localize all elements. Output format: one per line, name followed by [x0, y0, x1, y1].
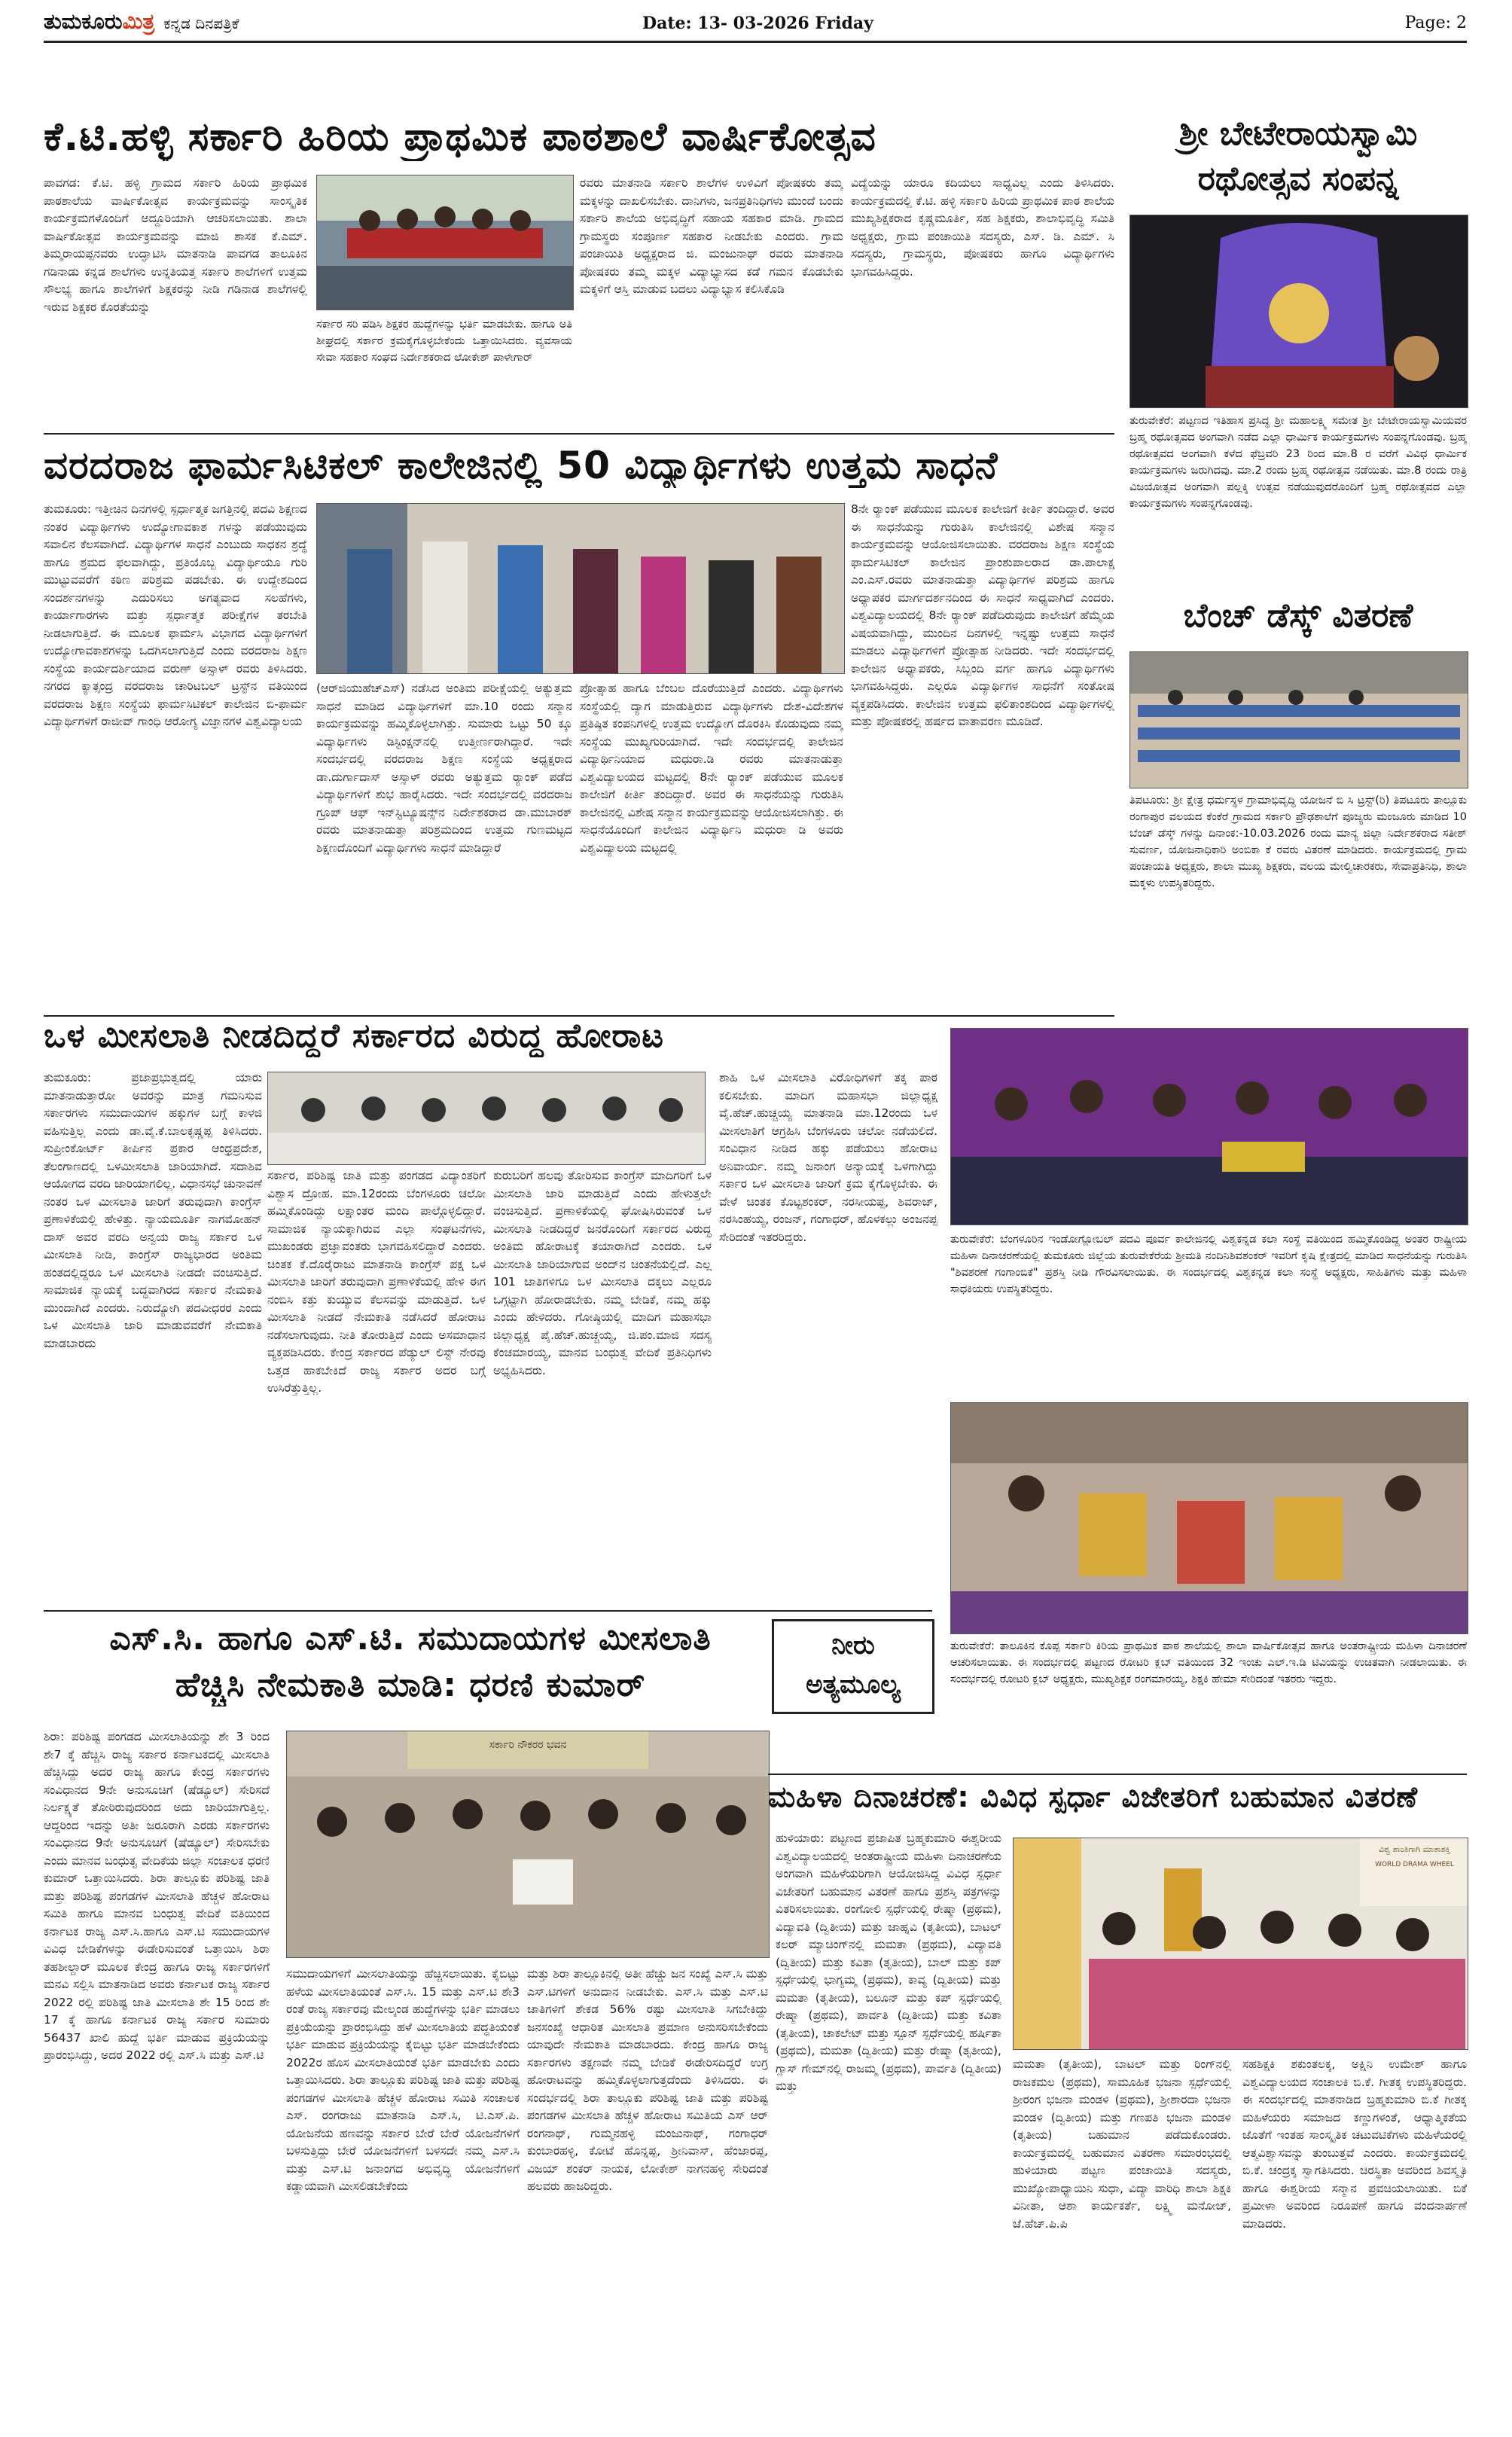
story2-photo	[316, 503, 845, 674]
story4-photo	[286, 1731, 770, 1958]
side2-title: ಬೆಂಚ್ ಡೆಸ್ಕ್ ವಿತರಣೆ	[1183, 596, 1413, 635]
story1-column-1: ಪಾವಗಡ: ಕೆ.ಟಿ. ಹಳ್ಳಿ ಗ್ರಾಮದ ಸರ್ಕಾರಿ ಹಿರಿಯ ಪ್ರಾಥಮಿಕ ಪಾಠಶಾಲೆಯ ವಾರ್ಷಿಕೋತ್ಸವ ಕಾರ್ಯಕ್ರಮವನ್ನು ಸಾಂಸ್ಕೃತಿಕ ಕಾರ್ಯಕ್ರಮಗಳೊಂದಿಗೆ ಅದ್ದೂರಿಯಾಗಿ ಆಚರಿಸಲಾಯಿತು. ಶಾಲಾ ವಾರ್ಷಿಕೋತ್ಸವ ಕಾರ್ಯಕ್ರಮವನ್ನು ಮಾಜಿ ಶಾಸಕ ಕೆ.ಎಮ್. ತಿಮ್ಮರಾಯಪ್ಪನವರು ಉದ್ಘಾಟಿಸಿ ಮಾತನಾಡಿ ಪಾವಗಡ ತಾಲೂಕಿನ ಗಡಿನಾಡು ಕನ್ನಡ ಶಾಲೆಗಳು ಉನ್ನತಿಯತ್ತ ಸರ್ಕಾರಿ ಶಾಲೆಗಳಿಗೆ ಉತ್ತಮ ಸೌಲಭ್ಯ ಹಾಗೂ ಶಾಲೆಗಳಿಗೆ ಶಿಕ್ಷಕರನ್ನು ನೀಡಿ ಗಡಿನಾಡ ಶಾಲೆಗಳಲ್ಲಿ ಇರುವ ಶಿಕ್ಷಕರ ಕೊರತೆಯನ್ನು	[44, 176, 307, 314]
story4-headline-line2: ಹೆಚ್ಚಿಸಿ ನೇಮಕಾತಿ ಮಾಡಿ: ಧರಣಿ ಕುಮಾರ್	[175, 1666, 646, 1704]
side1-caption: ತುರುವೇಕೆರೆ: ಪಟ್ಟಣದ ಇತಿಹಾಸ ಪ್ರಸಿದ್ಧ ಶ್ರೀ ಮಹಾಲಕ್ಷ್ಮಿ ಸಮೇತ ಶ್ರೀ ಬೇಟೇರಾಯಸ್ವಾಮಿಯವರ ಬ್ರಹ್ಮ ರಥೋತ್ಸವದ ಅಂಗವಾಗಿ ನಡೆದ ಎಲ್ಲಾ ಧಾರ್ಮಿಕ ಕಾರ್ಯಕ್ರಮಗಳು ಸಂಪನ್ನಗೊಂಡವು. ಬ್ರಹ್ಮ ರಥೋತ್ಸವದ ಅಂಗವಾಗಿ ಕಳೆದ ಫೆಬ್ರವರಿ 23 ರಿಂದ ಮಾ.8 ರ ವರೆಗೆ ವಿವಿಧ ಧಾರ್ಮಿಕ ಕಾರ್ಯಕ್ರಮಗಳು ಜರುಗಿದವು. ಮಾ.2 ರಂದು ಬ್ರಹ್ಮ ರಥೋತ್ಸವ ನಡೆಯಿತು. ಮಾ.8 ರಂದು ರಾತ್ರಿ ವಿಜಯೋತ್ಸವ ಅಂಗವಾಗಿ ಪಲ್ಲಕ್ಕಿ ಉತ್ಸವ ನಡೆಯುವುದರೊಂದಿಗೆ ಬ್ರಹ್ಮ ರಥೋತ್ಸವದ ಎಲ್ಲಾ ಕಾರ್ಯಕ್ರಮಗಳು ಸಂಪನ್ನಗೊಂಡವು.	[1129, 415, 1467, 510]
divider	[44, 433, 1114, 435]
story3-headline: ಒಳ ಮೀಸಲಾತಿ ನೀಡದಿದ್ದರೆ ಸರ್ಕಾರದ ವಿರುದ್ಧ ಹೋರಾಟ	[44, 1017, 664, 1055]
story1-column-4: ವಿದ್ಯೆಯನ್ನು ಯಾರೂ ಕದಿಯಲು ಸಾಧ್ಯವಿಲ್ಲ ಎಂದು ತಿಳಿಸಿದರು. ಕಾರ್ಯಕ್ರಮದಲ್ಲಿ ಕೆ.ಟಿ. ಹಳ್ಳಿ ಸರ್ಕಾರಿ ಹಿರಿಯ ಪ್ರಾಥಮಿಕ ಪಾಠ ಶಾಲೆಯ ಮುಖ್ಯಶಿಕ್ಷಕರಾದ ಕೃಷ್ಣಮೂರ್ತಿ, ಸಹ ಶಿಕ್ಷಕರು, ಶಾಲಾಭಿವೃದ್ಧಿ ಸಮಿತಿ ಅಧ್ಯಕ್ಷರು, ಗ್ರಾಮ ಪಂಚಾಯಿತಿ ಸದಸ್ಯರು, ಎಸ್. ಡಿ. ಎಮ್. ಸಿ ಸದಸ್ಯರು, ಗ್ರಾಮಸ್ಥರು, ಪೋಷಕರು ಹಾಗೂ ವಿದ್ಯಾರ್ಥಿಗಳು ಭಾಗವಹಿಸಿದ್ದರು.	[851, 176, 1114, 279]
story3-column-2: ಸರ್ಕಾರ, ಪರಿಶಿಷ್ಟ ಜಾತಿ ಮತ್ತು ಪಂಗಡದ ವಿದ್ಯಾಂತರಿಗೆ ವಿಶ್ವಾಸ ದ್ರೋಹ. ಮಾ.12ರಂದು ಬೆಂಗಳೂರು ಚಲೋ ಹಮ್ಮಿಕೊಂಡಿದ್ದು ಲಕ್ಷಾಂತರ ಮಂದಿ ಪಾಲ್ಗೊಳ್ಳಲಿದ್ದಾರೆ. ಸಾಮಾಜಿಕ ನ್ಯಾಯಕ್ಕಾಗಿರುವ ಎಲ್ಲಾ ಸಂಘಟನೆಗಳು, ಮುಖಂಡರು ಪ್ರಜ್ಞಾವಂತರು ಭಾಗವಹಿಸಲಿದ್ದಾರೆ ಎಂದರು. ಚಿಂತಕ ಕೆ.ದೊರೈರಾಜು ಮಾತನಾಡಿ ಕಾಂಗ್ರೆಸ್ ಪಕ್ಷ ಒಳ ಮೀಸಲಾತಿ ಜಾರಿಗೆ ತರುವುದಾಗಿ ಪ್ರಣಾಳಿಕೆಯಲ್ಲಿ ಹೇಳಿ ಈಗ ನಂಬಿಸಿ ಕತ್ತು ಕುಯ್ಯುವ ಕೆಲಸವನ್ನು ಮಾಡುತ್ತಿದೆ. ಒಳ ಮೀಸಲಾತಿ ನೀಡದೆ ನೇಮಕಾತಿ ನಡೆಸಿದರೆ ಹೋರಾಟ ನಡೆಸಲಾಗುವುದು. ನೀತಿ ತೋರುತ್ತಿದೆ ಎಂದು ಅಸಮಾಧಾನ ವ್ಯಕ್ತಪಡಿಸಿದರು. ಕೇಂದ್ರ ಸರ್ಕಾರದ ಪೆಡ್ಯುಲ್ ಲಿಸ್ಟ್ ನೇರವು ಒತ್ತಡ ಹಾಕಬೇಕಿದೆ ರಾಜ್ಯ ಸರ್ಕಾರ ಅದರ ಬಗ್ಗೆ ಉಸಿರೆತ್ತುತ್ತಿಲ್ಲ.	[267, 1169, 486, 1395]
slogan-line-1: ನೀರು	[831, 1630, 875, 1661]
divider	[44, 1610, 932, 1612]
story2-column-1: ತುಮಕೂರು: ಇತ್ತೀಚಿನ ದಿನಗಳಲ್ಲಿ ಸ್ಪರ್ಧಾತ್ಮಕ ಜಗತ್ತಿನಲ್ಲಿ ಪದವಿ ಶಿಕ್ಷಣದ ನಂತರ ವಿದ್ಯಾರ್ಥಿಗಳು ಉದ್ಯೋಗಾವಕಾಶ ಗಳನ್ನು ಪಡೆಯುವುದು ಸವಾಲಿನ ಕೆಲಸವಾಗಿದೆ. ವಿದ್ಯಾರ್ಥಿಗಳ ಸಾಧನೆ ಎಂಬುದು ಸಾಧಕನ ಶ್ರದ್ಧೆ ಹಾಗೂ ಶ್ರಮದ ಫಲವಾಗಿದ್ದು, ಪ್ರತಿಯೊಬ್ಬ ವಿದ್ಯಾರ್ಥಿಯೂ ಗುರಿ ಮುಟ್ಟುವವರೆಗೆ ಕಠಿಣ ಪರಿಶ್ರಮ ಪಡಬೇಕು. ಈ ಉದ್ದೇಶದಿಂದ ಸಂದರ್ಶನಗಳನ್ನು ಎದುರಿಸಲು ಅಗತ್ಯವಾದ ಸಲಹೆಗಳು, ಕಾರ್ಯಾಗಾರಗಳು ಮತ್ತು ಸ್ಪರ್ಧಾತ್ಮಕ ಪರೀಕ್ಷೆಗಳ ತರಬೇತಿ ನೀಡಲಾಗುತ್ತಿದೆ. ಈ ಮೂಲಕ ಫಾರ್ಮಸಿ ವಿಭಾಗದ ವಿದ್ಯಾರ್ಥಿಗಳಿಗೆ ಉದ್ಯೋಗಾವಕಾಶಗಳನ್ನು ಒದಗಿಸಲಾಗುತ್ತಿದೆ ಎಂದು ವರದರಾಜ ಶಿಕ್ಷಣ ಸಂಸ್ಥೆಯ ಕಾರ್ಯದರ್ಶಿಯಾದ ವರುಣ್ ಅಸ್ಸಾಳ್ ರವರು ತಿಳಿಸಿದರು. ನಗರದ ಕ್ಯಾತ್ಸಂದ್ರ ವರದರಾಜ ಚಾರಿಟಬಲ್ ಟ್ರಸ್ಟ್‌ನ ವತಿಯಿಂದ ವರದರಾಜ ಶಿಕ್ಷಣ ಸಂಸ್ಥೆಯ ಫಾರ್ಮಸಿಟಿಕಲ್ ಕಾಲೇಜಿನ ಬಿ-ಫಾರ್ಮ ವಿದ್ಯಾರ್ಥಿಗಳಿಗೆ ರಾಜೀವ್ ಗಾಂಧಿ ಆರೋಗ್ಯ ವಿಜ್ಞಾನಗಳ ವಿಶ್ವವಿದ್ಯಾಲಯ	[44, 502, 307, 728]
issue-date: Date: 13- 03-2026 Friday	[642, 14, 873, 33]
story3-photo	[267, 1072, 706, 1165]
side3-photo-1	[950, 1028, 1468, 1225]
story5-photo-banner-2: WORLD DRAMA WHEEL	[1375, 1861, 1454, 1868]
story5-column-2: ಮಮತಾ (ತೃತೀಯ), ಬಾಟಲ್ ಮತ್ತು ರಿಂಗ್‌ನಲ್ಲಿ ರಾಜಕಮಲ (ಪ್ರಥಮ), ಸಾಮೂಹಿಕ ಭಜನಾ ಸ್ಪರ್ಧೆಯಲ್ಲಿ ಶ್ರೀರಂಗ ಭಜನಾ ಮಂಡಳಿ (ಪ್ರಥಮ), ಶ್ರೀಶಾರದಾ ಭಜನಾ ಮಂಡಳಿ (ದ್ವಿತೀಯ) ಮತ್ತು ಗಣಪತಿ ಭಜನಾ ಮಂಡಳಿ (ತೃತೀಯ) ಬಹುಮಾನ ಪಡೆದುಕೊಂಡರು. ಕಾರ್ಯಕ್ರಮದಲ್ಲಿ ಬಹುಮಾನ ವಿತರಣಾ ಸಮಾರಂಭದಲ್ಲಿ ಹುಳಿಯಾರು ಪಟ್ಟಣ ಪಂಚಾಯಿತಿ ಸದಸ್ಯರು, ಮುಖ್ಯೋಪಾಧ್ಯಾಯಿನಿ ಸುಧಾ, ವಿದ್ಯಾ ವಾರಿಧಿ ಶಾಲಾ ಶಿಕ್ಷಕಿ ವಿನೀತಾ, ಆಶಾ ಕಾರ್ಯಕರ್ತೆ, ಲಕ್ಷ್ಮಿ ಮನೋಜ್, ಜೆ.ಹೆಚ್.ಪಿ.ಪಿ	[1013, 2057, 1231, 2231]
side3-caption-2: ತುರುವೇಕೆರೆ: ತಾಲೂಕಿನ ಕೊಪ್ಪ ಸರ್ಕಾರಿ ಕಿರಿಯ ಪ್ರಾಥಮಿಕ ಪಾಠ ಶಾಲೆಯಲ್ಲಿ ಶಾಲಾ ವಾರ್ಷಿಕೋತ್ಸವ ಹಾಗೂ ಅಂತರಾಷ್ಟ್ರೀಯ ಮಹಿಳಾ ದಿನಾಚರಣೆ ಆಚರಿಸಲಾಯಿತು. ಈ ಸಂದರ್ಭದಲ್ಲಿ ಪಟ್ಟಣದ ರೋಟರಿ ಕ್ಲಬ್ ವತಿಯಿಂದ 32 ಇಂಚು ಎಲ್.ಇ.ಡಿ ಟಿವಿಯನ್ನು ಉಚಿತವಾಗಿ ನೀಡಲಾಯಿತು. ಈ ಸಂದರ್ಭದಲ್ಲಿ ರೋಟರಿ ಕ್ಲಬ್ ಅಧ್ಯಕ್ಷರು, ಮುಖ್ಯಶಿಕ್ಷಕ ರಂಗಮಾರಯ್ಯ, ಶಿಕ್ಷಕಿ ಹೇಮಾ ಸೇರಿದಂತೆ ಇತರರು ಇದ್ದರು.	[950, 1640, 1467, 1685]
story2-column-3: ಪ್ರೋತ್ಸಾಹ ಹಾಗೂ ಬೆಂಬಲ ದೊರೆಯುತ್ತಿದೆ ಎಂದರು. ವಿದ್ಯಾರ್ಥಿಗಳು ಸಂಸ್ಥೆಯಲ್ಲಿ ದ್ಯಾಗ ಮಾಡುತ್ತಿರುವ ವಿದ್ಯಾರ್ಥಿಗಳು ದೇಶ-ವಿದೇಶಗಳ ಪ್ರತಿಷ್ಠಿತ ಕಂಪನಿಗಳಲ್ಲಿ ಉತ್ತಮ ಉದ್ಯೋಗ ದೊರಕಿಸಿ ಕೊಡುವುದು ನಮ್ಮ ಸಂಸ್ಥೆಯ ಮುಖ್ಯಗುರಿಯಾಗಿದೆ. ಇದೇ ಸಂದರ್ಭದಲ್ಲಿ ಕಾಲೇಜಿನ ವಿದ್ಯಾರ್ಥಿನಿಯಾದ ಮಧುರಾ.ಡಿ ರವರು ಮಾತನಾಡುತ್ತಾ ವಿಶ್ವವಿದ್ಯಾಲಯದ ಮಟ್ಟದಲ್ಲಿ 8ನೇ ರ‍್ಯಾಂಕ್ ಪಡೆಯುವ ಮೂಲಕ ಕಾಲೇಜಿಗೆ ಕೀರ್ತಿ ತಂದಿದ್ದಾರೆ. ಅವರ ಈ ಸಾಧನೆಯನ್ನು ಗುರುತಿಸಿ ಕಾಲೇಜಿನಲ್ಲಿ ವಿಶೇಷ ಸನ್ಮಾನ ಕಾರ್ಯಕ್ರಮವನ್ನು ಆಯೋಜಿಸಲಾಗಿತ್ತು. ಈ ಸಾಧನೆಯೊಂದಿಗೆ ಕಾಲೇಜಿನ ವಿದ್ಯಾರ್ಥಿನಿ ಮಧುರಾ ಡಿ ಅವರು ವಿಶ್ವವಿದ್ಯಾಲಯ ಮಟ್ಟದಲ್ಲಿ	[580, 682, 843, 855]
side3-caption-1: ತುರುವೇಕೆರೆ: ಬೆಂಗಳೂರಿನ ಇಂಡೋಗ್ಲೋಬಲ್ ಪದವಿ ಪೂರ್ವ ಕಾಲೇಜಿನಲ್ಲಿ ವಿಶ್ವಕನ್ನಡ ಕಲಾ ಸಂಸ್ಥೆ ವತಿಯಿಂದ ಹಮ್ಮಿಕೊಂಡಿದ್ದ ಅಂತರ ರಾಷ್ಟ್ರೀಯ ಮಹಿಳಾ ದಿನಾಚರಣೆಯಲ್ಲಿ ತುಮಕೂರು ಜಿಲ್ಲೆಯ ತುರುವೇಕೆರೆಯ ಶ್ರೀಮತಿ ನಂದಿನಿಶಿವಶಂಕರ್ ಇವರಿಗೆ ಕೃಷಿ ಕ್ಷೇತ್ರದಲ್ಲಿ ಮಾಡಿದ ಸಾಧನೆಯನ್ನು ಗುರುತಿಸಿ "ಶಿವಶರಣೆ ಗಂಗಾಂಬಿಕೆ" ಪ್ರಶಸ್ತಿ ನೀಡಿ ಗೌರವಿಸಲಾಯಿತು. ಈ ಸಂದರ್ಭದಲ್ಲಿ ವಿಶ್ವಕನ್ನಡ ಕಲಾ ಸಂಸ್ಥೆ ಅಧ್ಯಕ್ಷರು, ಸಾಹಿತಿಗಳು ಮತ್ತು ಮಹಿಳಾ ಸಾಧಕಿಯರು ಉಪಸ್ಥಿತರಿದ್ದರು.	[950, 1234, 1467, 1295]
water-slogan-box	[772, 1619, 934, 1714]
slogan-line-2: ಅತ್ಯಮೂಲ್ಯ	[806, 1670, 901, 1700]
story1-photo-caption: ಸರ್ಕಾರ ಸರಿ ಪಡಿಸಿ ಶಿಕ್ಷಕರ ಹುದ್ದೆಗಳನ್ನು ಭರ್ತಿ ಮಾಡಬೇಕು. ಹಾಗೂ ಅತಿ ಶೀಘ್ರದಲ್ಲಿ ಸರ್ಕಾರ ಕ್ರಮಕೈಗೊಳ್ಳಬೇಕೆಂದು ಒತ್ತಾಯಿಸಿದರು. ವ್ಯವಸಾಯ ಸೇವಾ ಸಹಕಾರ ಸಂಘದ ನಿರ್ದೇಶಕರಾದ ಲೋಕೇಶ್ ಪಾಳೇಗಾರ್	[316, 319, 572, 364]
story2-column-4: 8ನೇ ರ‍್ಯಾಂಕ್ ಪಡೆಯುವ ಮೂಲಕ ಕಾಲೇಜಿಗೆ ಕೀರ್ತಿ ತಂದಿದ್ದಾರೆ. ಅವರ ಈ ಸಾಧನೆಯನ್ನು ಗುರುತಿಸಿ ಕಾಲೇಜಿನಲ್ಲಿ ವಿಶೇಷ ಸನ್ಮಾನ ಕಾರ್ಯಕ್ರಮವನ್ನು ಆಯೋಜಿಸಲಾಯಿತು. ವರದರಾಜ ಶಿಕ್ಷಣ ಸಂಸ್ಥೆಯ ಫಾರ್ಮಸಿಟಿಕಲ್ ಕಾಲೇಜಿನ ಪ್ರಾಂಶುಪಾಲರಾದ ಡಾ.ಪಾಲಾಕ್ಷ ಎಂ.ಎಸ್.ರವರು ಮಾತನಾಡುತ್ತಾ ವಿದ್ಯಾರ್ಥಿಗಳ ಪರಿಶ್ರಮ ಹಾಗೂ ಅಧ್ಯಾಪಕರ ಮಾರ್ಗದರ್ಶನದಿಂದ ಈ ಸಾಧನೆ ಸಾಧ್ಯವಾಗಿದೆ ಎಂದರು. ವಿಶ್ವವಿದ್ಯಾಲಯದಲ್ಲಿ 8ನೇ ರ‍್ಯಾಂಕ್ ಪಡೆದಿರುವುದು ಕಾಲೇಜಿಗೆ ಹೆಮ್ಮೆಯ ವಿಷಯವಾಗಿದ್ದು, ಮುಂದಿನ ದಿನಗಳಲ್ಲಿ ಇನ್ನಷ್ಟು ಉತ್ತಮ ಸಾಧನೆ ಮಾಡಲು ವಿದ್ಯಾರ್ಥಿಗಳಿಗೆ ಪ್ರೋತ್ಸಾಹ ನೀಡಿದರು. ಇದೇ ಸಂದರ್ಭದಲ್ಲಿ ಕಾಲೇಜಿನ ಅಧ್ಯಾಪಕರು, ಸಿಬ್ಬಂದಿ ವರ್ಗ ಹಾಗೂ ವಿದ್ಯಾರ್ಥಿಗಳು ಭಾಗವಹಿಸಿದ್ದರು. ಎಲ್ಲರೂ ವಿದ್ಯಾರ್ಥಿಗಳ ಸಾಧನೆಗೆ ಸಂತೋಷ ವ್ಯಕ್ತಪಡಿಸಿದರು. ಕಾಲೇಜಿನ ಉತ್ತಮ ಫಲಿತಾಂಶದಿಂದ ವಿದ್ಯಾರ್ಥಿಗಳಲ್ಲಿ ಮತ್ತು ಪೋಷಕರಲ್ಲಿ ಹರ್ಷದ ವಾತಾವರಣ ಮೂಡಿದೆ.	[851, 502, 1114, 728]
story4-photo-banner: ಸರ್ಕಾರಿ ನೌಕರರ ಭವನ	[489, 1739, 567, 1751]
story1-column-3: ರವರು ಮಾತನಾಡಿ ಸರ್ಕಾರಿ ಶಾಲೆಗಳ ಉಳಿವಿಗೆ ಪೋಷಕರು ತಮ್ಮ ಮಕ್ಕಳನ್ನು ದಾಖಲಿಸಬೇಕು. ದಾನಿಗಳು, ಜನಪ್ರತಿನಿಧಿಗಳು ಮುಂದೆ ಬಂದು ಸರ್ಕಾರಿ ಶಾಲೆಯ ಅಭಿವೃದ್ಧಿಗೆ ಸಹಾಯ ಸಹಕಾರ ಮಾಡಿ. ಗ್ರಾಮದ ಗ್ರಾಮಸ್ಥರು ಸಂಪೂರ್ಣ ಸಹಕಾರ ನೀಡಬೇಕು ಎಂದರು. ಗ್ರಾಮ ಪಂಚಾಯಿತಿ ಅಧ್ಯಕ್ಷರಾದ ಜಿ. ಮಂಜುನಾಥ್ ರವರು ಮಾತನಾಡಿ ಪೋಷಕರು ತಮ್ಮ ಮಕ್ಕಳ ವಿದ್ಯಾಭ್ಯಾಸದ ಕಡೆ ಗಮನ ಕೊಡಬೇಕು ಮಕ್ಕಳಿಗೆ ಆಸ್ತಿ ಮಾಡುವ ಬದಲು ವಿದ್ಯಾಭ್ಯಾಸ ಕಲಿಸಿಕೊಡಿ	[580, 176, 843, 296]
story5-column-1: ಹುಳಿಯಾರು: ಪಟ್ಟಣದ ಪ್ರಜಾಪಿತ ಬ್ರಹ್ಮಕುಮಾರಿ ಈಶ್ವರೀಯ ವಿಶ್ವವಿದ್ಯಾಲಯದಲ್ಲಿ ಅಂತರಾಷ್ಟ್ರೀಯ ಮಹಿಳಾ ದಿನಾಚರಣೆಯ ಅಂಗವಾಗಿ ಮಹಿಳೆಯರಿಗಾಗಿ ಆಯೋಜಿಸಿದ್ದ ವಿವಿಧ ಸ್ಪರ್ಧಾ ವಿಜೇತರಿಗೆ ಬಹುಮಾನ ವಿತರಣೆ ಹಾಗೂ ಪ್ರಶಸ್ತಿ ಪತ್ರಗಳನ್ನು ವಿತರಿಸಲಾಯಿತು. ರಂಗೋಲಿ ಸ್ಪರ್ಧೆಯಲ್ಲಿ ರೇಷ್ಮಾ (ಪ್ರಥಮ), ವಿದ್ಯಾವತಿ (ದ್ವಿತೀಯ) ಮತ್ತು ಜಾಹ್ನವಿ (ತೃತೀಯ), ಬಾಟಲ್ ಕಲರ್ ಮ್ಯಾಚಿಂಗ್‌ನಲ್ಲಿ ಮಮತಾ (ಪ್ರಥಮ), ವಿದ್ಯಾವತಿ (ದ್ವಿತೀಯ) ಮತ್ತು ಕವಿತಾ (ತೃತೀಯ), ಬಾಲ್ ಮತ್ತು ಕಪ್ ಸ್ಪರ್ಧೆಯಲ್ಲಿ ಭಾಗ್ಯಮ್ಮ (ಪ್ರಥಮ), ಕಾವ್ಯ (ದ್ವಿತೀಯ) ಮತ್ತು ಮಮತಾ (ತೃತೀಯ), ಬಲೂನ್ ಮತ್ತು ಕಪ್ ಸ್ಪರ್ಧೆಯಲ್ಲಿ ರೇಷ್ಮಾ (ಪ್ರಥಮ), ಪಾರ್ವತಿ (ದ್ವಿತೀಯ) ಮತ್ತು ಕವಿತಾ (ತೃತೀಯ), ಚಾಕಲೇಟ್ ಮತ್ತು ಸ್ಪೂನ್ ಸ್ಪರ್ಧೆಯಲ್ಲಿ ಹರ್ಷಿತಾ (ಪ್ರಥಮ), ಮಮತಾ (ದ್ವಿತೀಯ) ಮತ್ತು ರೇಷ್ಮಾ (ತೃತೀಯ), ಗ್ಲಾಸ್ ಗೇಮ್‌ನಲ್ಲಿ ರಾಜಮ್ಮ (ಪ್ರಥಮ), ಪಾರ್ವತಿ (ದ್ವಿತೀಯ) ಮತ್ತು	[776, 1832, 1001, 2093]
side3-photo-2	[950, 1402, 1468, 1634]
story4-column-1: ಶಿರಾ: ಪರಿಶಿಷ್ಟ ಪಂಗಡದ ಮೀಸಲಾತಿಯನ್ನು ಶೇ 3 ರಿಂದ ಶೇ7 ಕ್ಕೆ ಹೆಚ್ಚಿಸಿ ರಾಜ್ಯ ಸರ್ಕಾರ ಕರ್ನಾಟಕದಲ್ಲಿ ಮೀಸಲಾತಿ ಹೆಚ್ಚಿಸಿದ್ದು ಅದರ ರಾಜ್ಯ ಹಾಗೂ ಕೇಂದ್ರ ಸರ್ಕಾರಗಳು ಸಂವಿಧಾನದ 9ನೇ ಅನುಸೂಚಿಗೆ (ಷೆಡ್ಯೂಲ್) ಸೇರಿಸದೆ ನಿರ್ಲಕ್ಷ್ಯತೆ ತೋರಿರುವುದರಿಂದ ಅದು ಜಾರಿಯಾಗುತ್ತಿಲ್ಲ. ಆದ್ದರಿಂದ ಇದನ್ನು ಅತೀ ಜರೂರಾಗಿ ಎರಡು ಸರ್ಕಾರಗಳು ಸಂವಿಧಾನದ 9ನೇ ಅನುಸೂಚಿಗೆ (ಷೆಡ್ಯೂಲ್) ಸೇರಿಸಬೇಕು ಎಂದು ಮಾನವ ಬಂಧುತ್ವ ವೇದಿಕೆಯ ಜಿಲ್ಲಾ ಸಂಚಾಲಕ ಧರಣಿ ಕುಮಾರ್ ಒತ್ತಾಯಿಸಿದರು. ಶಿರಾ ತಾಲ್ಲೂಕು ಪರಿಶಿಷ್ಟ ಜಾತಿ ಮತ್ತು ಪರಿಶಿಷ್ಟ ಪಂಗಡಗಳ ಮೀಸಲಾತಿ ಹೆಚ್ಚಳ ಹೋರಾಟ ಸಮಿತಿ ಹಾಗೂ ಮಾನವ ಬಂಧುತ್ವ ವೇದಿಕೆ ವತಿಯಿಂದ ಕರ್ನಾಟಕ ರಾಜ್ಯ ಎಸ್.ಸಿ.ಹಾಗೂ ಎಸ್.ಟಿ ಸಮುದಾಯಗಳ ವಿವಿಧ ಬೇಡಿಕೆಗಳನ್ನು ಈಡೇರಿಸುವಂತೆ ಒತ್ತಾಯಿಸಿ ಶಿರಾ ತಹಶೀಲ್ದಾರ್ ಮೂಲಕ ಕೇಂದ್ರ ಹಾಗೂ ರಾಜ್ಯ ಸರ್ಕಾರಗಳಿಗೆ ಮನವಿ ಸಲ್ಲಿಸಿ ಮಾತನಾಡಿದ ಅವರು ಕರ್ನಾಟಕ ರಾಜ್ಯ ಸರ್ಕಾರ 2022 ರಲ್ಲಿ ಪರಿಶಿಷ್ಟ ಜಾತಿ ಮೀಸಲಾತಿ ಶೇ 15 ರಿಂದ ಶೇ 17 ಕ್ಕೆ ಹಾಗೂ ಕರ್ನಾಟಕ ರಾಜ್ಯ ಸರ್ಕಾರ ಸುಮಾರು 56437 ಖಾಲಿ ಹುದ್ದೆ ಭರ್ತಿ ಮಾಡುವ ಪ್ರಕ್ರಿಯೆಯನ್ನು ಪ್ರಾರಂಭಿಸಿದ್ದು, ಅದರ 2022 ರಲ್ಲಿ ಎಸ್.ಸಿ ಮತ್ತು ಎಸ್.ಟಿ	[44, 1730, 270, 2062]
side1-photo	[1129, 215, 1468, 408]
story5-photo-banner: ವಿಶ್ವ ಶಾಂತಿಗಾಗಿ ಮಾತಾಶಕ್ತಿ	[1379, 1844, 1450, 1854]
story2-column-2: (ಆರ್‌ಜಿಯುಹೆಚ್‌ಎಸ್) ನಡೆಸಿದ ಅಂತಿಮ ಪರೀಕ್ಷೆಯಲ್ಲಿ ಅತ್ಯುತ್ತಮ ಸಾಧನೆ ಮಾಡಿದ ವಿದ್ಯಾರ್ಥಿಗಳಿಗೆ ಮಾ.10 ರಂದು ಸನ್ಮಾನ ಕಾರ್ಯಕ್ರಮವನ್ನು ಹಮ್ಮಿಕೊಳ್ಳಲಾಗಿತ್ತು. ಸುಮಾರು ಒಟ್ಟು 50 ಕ್ಕೂ ವಿದ್ಯಾರ್ಥಿಗಳು ಡಿಸ್ಟಿಂಕ್ಷನ್‌ನಲ್ಲಿ ಉತ್ತೀರ್ಣರಾಗಿದ್ದಾರೆ. ಇದೇ ಸಂದರ್ಭದಲ್ಲಿ ವರದರಾಜ ಶಿಕ್ಷಣ ಸಂಸ್ಥೆಯ ಅಧ್ಯಕ್ಷರಾದ ಡಾ.ದುರ್ಗಾದಾಸ್ ಅಸ್ಸಾಳ್ ರವರು ಅತ್ಯುತ್ತಮ ರ‍್ಯಾಂಕ್ ಪಡೆದ ವಿದ್ಯಾರ್ಥಿಗಳಿಗೆ ಶುಭ ಹಾರೈಸಿದರು. ಇದೇ ಸಂದರ್ಭದಲ್ಲಿ ವರದರಾಜ ಗ್ರೂಪ್ ಆಫ್ ಇನ್‌ಸ್ಟಿಟ್ಯೂಷನ್ಸ್‌ನ ನಿರ್ದೇಶಕರಾದ ಡಾ.ಮುಬಾರಕ್ ರವರು ಮಾತನಾಡುತ್ತಾ ಪರಿಶ್ರಮದಿಂದ ಉತ್ತಮ ಗುಣಮಟ್ಟದ ಶಿಕ್ಷಣದೊಂದಿಗೆ ವಿದ್ಯಾರ್ಥಿಗಳು ಸಾಧನೆ ಮಾಡಿದ್ದಾರೆ	[316, 682, 572, 855]
story5-photo	[1013, 1838, 1468, 2050]
story1-headline: ಕೆ.ಟಿ.ಹಳ್ಳಿ ಸರ್ಕಾರಿ ಹಿರಿಯ ಪ್ರಾಥಮಿಕ ಪಾಠಶಾಲೆ ವಾರ್ಷಿಕೋತ್ಸವ	[44, 114, 876, 160]
story2-headline: ವರದರಾಜ ಫಾರ್ಮಸಿಟಿಕಲ್ ಕಾಲೇಜಿನಲ್ಲಿ 50 ವಿದ್ಯಾರ್ಥಿಗಳು ಉತ್ತಮ ಸಾಧನೆ	[44, 444, 998, 487]
side2-caption: ತಿಪಟೂರು: ಶ್ರೀ ಕ್ಷೇತ್ರ ಧರ್ಮಸ್ಥಳ ಗ್ರಾಮಾಭಿವೃದ್ಧಿ ಯೋಜನೆ ಬಿ ಸಿ ಟ್ರಸ್ಟ್(ರಿ) ತಿಪಟೂರು ತಾಲ್ಲೂಕು ರಂಗಾಪುರ ವಲಯದ ಕೆಂಕೆರೆ ಗ್ರಾಮದ ಸರ್ಕಾರಿ ಪ್ರೌಢಶಾಲೆಗೆ ಪೂಜ್ಯರು ಮಂಜೂರು ಮಾಡಿದ 10 ಬೆಂಚ್ ಡೆಸ್ಕ್ ಗಳನ್ನು ದಿನಾಂಕ:-10.03.2026 ರಂದು ಮಾನ್ಯ ಜಿಲ್ಲಾ ನಿರ್ದೇಶಕರಾದ ಸತೀಶ್ ಸುವರ್ಣ, ಯೋಜನಾಧಿಕಾರಿ ಅಂಬಿಕಾ ಕೆ ರವರು ವಿತರಣೆ ಮಾಡಿದರು. ಕಾರ್ಯಕ್ರಮದಲ್ಲಿ ಗ್ರಾಮ ಪಂಚಾಯತಿ ಅಧ್ಯಕ್ಷರು, ಶಾಲಾ ಮುಖ್ಯ ಶಿಕ್ಷಕರು, ವಲಯ ಮೇಲ್ವಿಚಾರಕರು, ಸೇವಾಪ್ರತಿನಿಧಿ, ಶಾಲಾ ಮಕ್ಕಳು ಉಪಸ್ಥಿತರಿದ್ದರು.	[1129, 795, 1467, 889]
story3-column-4: ಶಾಹಿ ಒಳ ಮೀಸಲಾತಿ ವಿರೋಧಿಗಳಿಗೆ ತಕ್ಕ ಪಾಠ ಕಲಿಸಬೇಕು. ಮಾದಿಗ ಮಹಾಸಭಾ ಜಿಲ್ಲಾಧ್ಯಕ್ಷ ವೈ.ಹೆಚ್.ಹುಚ್ಚಯ್ಯ ಮಾತನಾಡಿ ಮಾ.12ರಂದು ಒಳ ಮೀಸಲಾತಿಗೆ ಆಗ್ರಹಿಸಿ ಬೆಂಗಳೂರು ಚಲೋ ನಡೆಯಲಿದೆ. ಸಂವಿಧಾನ ನೀಡಿದ ಹಕ್ಕು ಪಡೆಯಲು ಹೋರಾಟ ಅನಿವಾರ್ಯ. ನಮ್ಮ ಜನಾಂಗ ಅನ್ಯಾಯಕ್ಕೆ ಒಳಗಾಗಿದ್ದು ಸರ್ಕಾರ ಒಳ ಮೀಸಲಾತಿ ಜಾರಿಗೆ ಕ್ರಮ ಕೈಗೊಳ್ಳಬೇಕು. ಈ ವೇಳೆ ಚಿಂತಕ ಕೊಟ್ಟಶಂಕರ್, ನರಸೀಯಪ್ಪ, ಶಿವರಾಜ್, ನರಸಿಂಹಯ್ಯ, ರಂಜನ್, ಗಂಗಾಧರ್, ಹೊಳಕಲ್ಲು ಅಂಜನಪ್ಪ ಸೇರಿದಂತೆ ಇತರರಿದ್ದರು.	[719, 1071, 937, 1244]
story5-column-3: ಸಹಶಿಕ್ಷಕಿ ಶಕುಂತಲಕ್ಕ, ಅಕ್ಷಿನಿ ಉಮೇಶ್ ಹಾಗೂ ವಿಶ್ವವಿದ್ಯಾಲಯದ ಸಂಚಾಲಕಿ ಬಿ.ಕೆ. ಗೀತಕ್ಕ ಉಪಸ್ಥಿತರಿದ್ದರು. ಈ ಸಂದರ್ಭದಲ್ಲಿ ಮಾತನಾಡಿದ ಬ್ರಹ್ಮಕುಮಾರಿ ಬಿ.ಕೆ ಗೀತಕ್ಕ ಮಹಿಳೆಯರು ಸಮಾಜದ ಕಣ್ಣುಗಳಂತೆ, ಆಧ್ಯಾತ್ಮಿಕತೆಯ ಜೊತೆಗೆ ಇಂತಹ ಸಾಂಸ್ಕೃತಿಕ ಚಟುವಟಿಕೆಗಳು ಮಹಿಳೆಯರಲ್ಲಿ ಆತ್ಮವಿಶ್ವಾಸವನ್ನು ತುಂಬುತ್ತವೆ ಎಂದರು. ಕಾರ್ಯಕ್ರಮದಲ್ಲಿ ಬಿ.ಕೆ. ಚಂದ್ರಕ್ಕ ಸ್ವಾಗತಿಸಿದರು. ಚಿರಸ್ಥಿತಾ ಅವರಿಂದ ಶಿವಸ್ಮೃತಿ ಹಾಗೂ ಈಶ್ವರೀಯ ಸನ್ಮಾನ ಪ್ರವಚಿಯಲಾಯಿತು. ಬಿಕೆ ಪ್ರಮೀಳಾ ಅವರಿಂದ ನಿರೂಪಣೆ ಹಾಗೂ ವಂದನಾರ್ಪಣೆ ಮಾಡಿದರು.	[1242, 2057, 1467, 2231]
story4-column-3: ಮತ್ತು ಶಿರಾ ತಾಲ್ಲೂಕಿನಲ್ಲಿ ಅತೀ ಹೆಚ್ಚು ಜನ ಸಂಖ್ಯೆ ಎಸ್.ಸಿ ಮತ್ತು ಎಸ್.ಟಿಗಳಿಗೆ ಅನುದಾನ ನೀಡಬೇಕು. ಎಸ್.ಸಿ ಮತ್ತು ಎಸ್.ಟಿ ಜಾತಿಗಳಿಗೆ ಶೇಕಡ 56% ರಷ್ಟು ಮೀಸಲಾತಿ ಸಿಗಬೇಕಿದ್ದು ಜನಸಂಖ್ಯೆ ಆಧಾರಿತ ಮೀಸಲಾತಿ ಪ್ರಮಾಣ ಅನುಸರಿಸಬೇಕೆಂದು ಯಾವುದೇ ನೇಮಕಾತಿ ಮಾಡಬಾರದು. ಕೇಂದ್ರ ಹಾಗೂ ರಾಜ್ಯ ಸರ್ಕಾರಗಳು ತಕ್ಷಣವೇ ನಮ್ಮ ಬೇಡಿಕೆ ಈಡೇರಿಸದಿದ್ದರೆ ಉಗ್ರ ಹೋರಾಟವನ್ನು ಹಮ್ಮಿಕೊಳ್ಳಲಾಗುತ್ತದೆಂದು ತಿಳಿಸಿದರು. ಈ ಸಂದರ್ಭದಲ್ಲಿ ಶಿರಾ ತಾಲ್ಲೂಕು ಪರಿಶಿಷ್ಟ ಜಾತಿ ಮತ್ತು ಪರಿಶಿಷ್ಟ ಪಂಗಡಗಳ ಮೀಸಲಾತಿ ಹೆಚ್ಚಳ ಹೋರಾಟ ಸಮಿತಿಯ ಎಸ್ ಆರ್ ರಂಗನಾಥ್, ಗುಮ್ಮನಹಳ್ಳಿ ಮಂಜುನಾಥ್, ಗಂಗಾಧರ್ ಕುಂಬಾರಹಳ್ಳಿ, ಕೋಟೆ ಹೊನ್ನಪ್ಪ, ಶ್ರೀನಿವಾಸ್, ಹೆಂಜಾರಪ್ಪ, ವಿಜಯ್ ಶಂಕರ್ ನಾಯಕ, ಲೋಕೇಶ್ ನಾಗನಹಳ್ಳಿ ಸೇರಿದಂತೆ ಹಲವರು ಹಾಜರಿದ್ದರು.	[527, 1967, 768, 2193]
story5-headline: ಮಹಿಳಾ ದಿನಾಚರಣೆ: ವಿವಿಧ ಸ್ಪರ್ಧಾ ವಿಜೇತರಿಗೆ ಬಹುಮಾನ ವಿತರಣೆ	[768, 1780, 1419, 1813]
story3-column-3: ಕುರುಬರಿಗೆ ಹಲವು ತೋರಿಸುವ ಕಾಂಗ್ರೆಸ್ ಮಾದಿಗರಿಗೆ ಒಳ ಮೀಸಲಾತಿ ಜಾರಿ ಮಾಡುತ್ತಿದೆ ಎಂದು ಹೇಳುತ್ತಲೇ ವಂಚಿಸುತ್ತಿದೆ. ಪ್ರಣಾಳಿಕೆಯಲ್ಲಿ ಘೋಷಿಸಿರುವಂತೆ ಒಳ ಮೀಸಲಾತಿ ನೀಡದಿದ್ದರೆ ಜನರೊಂದಿಗೆ ಸರ್ಕಾರದ ವಿರುದ್ಧ ಅಂತಿಮ ಹೋರಾಟಕ್ಕೆ ತಯಾರಾಗಿದೆ ಎಂದರು. ಒಳ ಮೀಸಲಾತಿ ಜಾರಿಯಾಗುವ ಅಂದ್‌ನ ಚಿಂತನೆಯಲ್ಲಿದೆ. ಎಲ್ಲ 101 ಜಾತಿಗಳಿಗೂ ಒಳ ಮೀಸಲಾತಿ ದಕ್ಕಲು ಎಲ್ಲರೂ ಒಗ್ಗಟ್ಟಾಗಿ ಹೋರಾಡಬೇಕು. ನಮ್ಮ ಬೇಡಿಕೆ, ನಮ್ಮ ಹಕ್ಕು ಎಂದು ಹೇಳಿದರು. ಗೋಷ್ಠಿಯಲ್ಲಿ ಮಾದಿಗ ಮಹಾಸಭಾ ಜಿಲ್ಲಾಧ್ಯಕ್ಷ ಪೈ.ಹೆಚ್.ಹುಚ್ಚಯ್ಯ, ಜಿ.ಪಂ.ಮಾಜಿ ಸದಸ್ಯ ಕೆಂಚಮಾರಯ್ಯ, ಮಾನವ ಬಂಧುತ್ವ ವೇದಿಕೆ ಪ್ರತಿನಿಧಿಗಳು ಅಭ್ಯಹಿಸಿದರು.	[493, 1169, 712, 1377]
side1-title-line1: ಶ್ರೀ ಬೇಟೇರಾಯಸ್ವಾಮಿ	[1178, 114, 1418, 153]
masthead	[44, 8, 1467, 43]
story4-column-2: ಸಮುದಾಯಗಳಿಗೆ ಮೀಸಲಾತಿಯನ್ನು ಹೆಚ್ಚಿಸಲಾಯಿತು. ಕೈಬಿಟ್ಟು ಹಳೆಯ ಮೀಸಲಾತಿಯಂತೆ ಎಸ್.ಸಿ. 15 ಮತ್ತು ಎಸ್.ಟಿ ಶೇ3 ರಂತೆ ರಾಜ್ಯ ಸರ್ಕಾರವು ಮೇಲ್ಕಂಡ ಹುದ್ದೆಗಳನ್ನು ಭರ್ತಿ ಮಾಡಲು ಪ್ರಕ್ರಿಯೆಯನ್ನು ಪ್ರಾರಂಭಿಸಿದ್ದು ಹಳೆ ಮೀಸಲಾತಿಯ ಪದ್ಧತಿಯಂತೆ ಭರ್ತಿ ಮಾಡುವ ಪ್ರಕ್ರಿಯೆಯನ್ನು ಕೈಬಿಟ್ಟು ಭರ್ತಿ ಮಾಡಬೇಕೆಂದು 2022ರ ಹೊಸ ಮೀಸಲಾತಿಯಂತೆ ಭರ್ತಿ ಮಾಡಬೇಕು ಎಂದು ಒತ್ತಾಯಿಸಿದರು. ಶಿರಾ ತಾಲ್ಲೂಕು ಪರಿಶಿಷ್ಟ ಜಾತಿ ಮತ್ತು ಪರಿಶಿಷ್ಟ ಪಂಗಡಗಳ ಮೀಸಲಾತಿ ಹೆಚ್ಚಳ ಹೋರಾಟ ಸಮಿತಿ ಸಂಚಾಲಕ ಎಸ್. ರಂಗರಾಜು ಮಾತನಾಡಿ ಎಸ್.ಸಿ, ಟಿ.ಎಸ್.ಪಿ. ಯೋಜನೆಯ ಹಣವನ್ನು ಸರ್ಕಾರ ಬೇರೆ ಬೇರೆ ಯೋಜನೆಗಳಿಗೆ ಬಳಸುತ್ತಿದ್ದು ಬೇರೆ ಯೋಜನೆಗಳಿಗೆ ಬಳಸದೇ ನಮ್ಮ ಎಸ್.ಸಿ ಮತ್ತು ಎಸ್.ಟಿ ಜನಾಂಗದ ಅಭಿವೃದ್ಧಿ ಯೋಜನೆಗಳಿಗೆ ಕಡ್ಡಾಯವಾಗಿ ಮೀಸಲಿಡಬೇಕೆಂದು	[286, 1967, 520, 2193]
newspaper-name-part1: ತುಮಕೂರು	[44, 9, 123, 34]
divider	[768, 1774, 1467, 1775]
newspaper-tagline: ಕನ್ನಡ ದಿನಪತ್ರಿಕೆ	[163, 14, 239, 32]
side2-photo	[1129, 651, 1468, 788]
story1-photo	[316, 175, 574, 310]
story3-column-1: ತುಮಕೂರು: ಪ್ರಜಾಪ್ರಭುತ್ವದಲ್ಲಿ ಯಾರು ಮಾತನಾಡುತ್ತಾರೋ ಅವರನ್ನು ಮಾತ್ರ ಗಮನಿಸುವ ಸರ್ಕಾರಗಳು ಸಮುದಾಯಗಳ ಹಕ್ಕುಗಳ ಬಗ್ಗೆ ಕಾಳಜಿ ವಹಿಸುತ್ತಿಲ್ಲ ಎಂದು ಡಾ.ವೈ.ಕೆ.ಬಾಲಕೃಷ್ಣಪ್ಪ ತಿಳಿಸಿದರು. ಸುಪ್ರೀಂಕೋರ್ಟ್ ತೀರ್ಪಿನ ಪ್ರಕಾರ ಆಂಧ್ರಪ್ರದೇಶ, ತೆಲಂಗಾಣದಲ್ಲಿ ಒಳಮೀಸಲಾತಿ ಜಾರಿಯಾಗಿದೆ. ಸದಾಶಿವ ಆಯೋಗದ ವರದಿ ಜಾರಿಯಾಗಲಿಲ್ಲ. ವಿಧಾನಸಭೆ ಚುನಾವಣೆ ನಂತರ ಒಳ ಮೀಸಲಾತಿ ಜಾರಿಗೆ ತರುವುದಾಗಿ ಕಾಂಗ್ರೆಸ್ ಪ್ರಣಾಳಿಕೆಯಲ್ಲಿ ಹೇಳಿತ್ತು. ನ್ಯಾಯಮೂರ್ತಿ ನಾಗಮೋಹನ್ ದಾಸ್ ಅವರ ವರದಿ ಅನ್ವಯ ರಾಜ್ಯ ಸರ್ಕಾರ ಒಳ ಮೀಸಲಾತಿ ನೀಡಿ, ಕಾಂಗ್ರೆಸ್ ರಾಜ್ಯಭಾರದ ಅಂತಿಮ ಹಂತದಲ್ಲಿದ್ದರೂ ಒಳ ಮೀಸಲಾತಿ ನೀಡದೇ ವಂಚಿಸುತ್ತಿದೆ. ಸಾಮಾಜಿಕ ನ್ಯಾಯಕ್ಕೆ ಬದ್ಧವಾಗಿರದ ಸರ್ಕಾರ ನೇಮಕಾತಿ ಮುಂದಾಗಿದೆ ಎಂದರು. ನಿರುದ್ಯೋಗಿ ಪದವೀಧರರ ಎಂದು ಒಳ ಮೀಸಲಾತಿ ಜಾರಿ ಮಾಡುವವರೆಗೆ ನೇಮಕಾತಿ ಮಾಡಬಾರದು	[44, 1071, 262, 1350]
side1-title-line2: ರಥೋತ್ಸವ ಸಂಪನ್ನ	[1197, 160, 1399, 198]
newspaper-name	[44, 9, 239, 35]
page-number: Page: 2	[1404, 14, 1467, 32]
story4-headline-line1: ಎಸ್.ಸಿ. ಹಾಗೂ ಎಸ್.ಟಿ. ಸಮುದಾಯಗಳ ಮೀಸಲಾತಿ	[109, 1619, 712, 1658]
newspaper-name-part2: ಮಿತ್ರ	[122, 9, 155, 34]
